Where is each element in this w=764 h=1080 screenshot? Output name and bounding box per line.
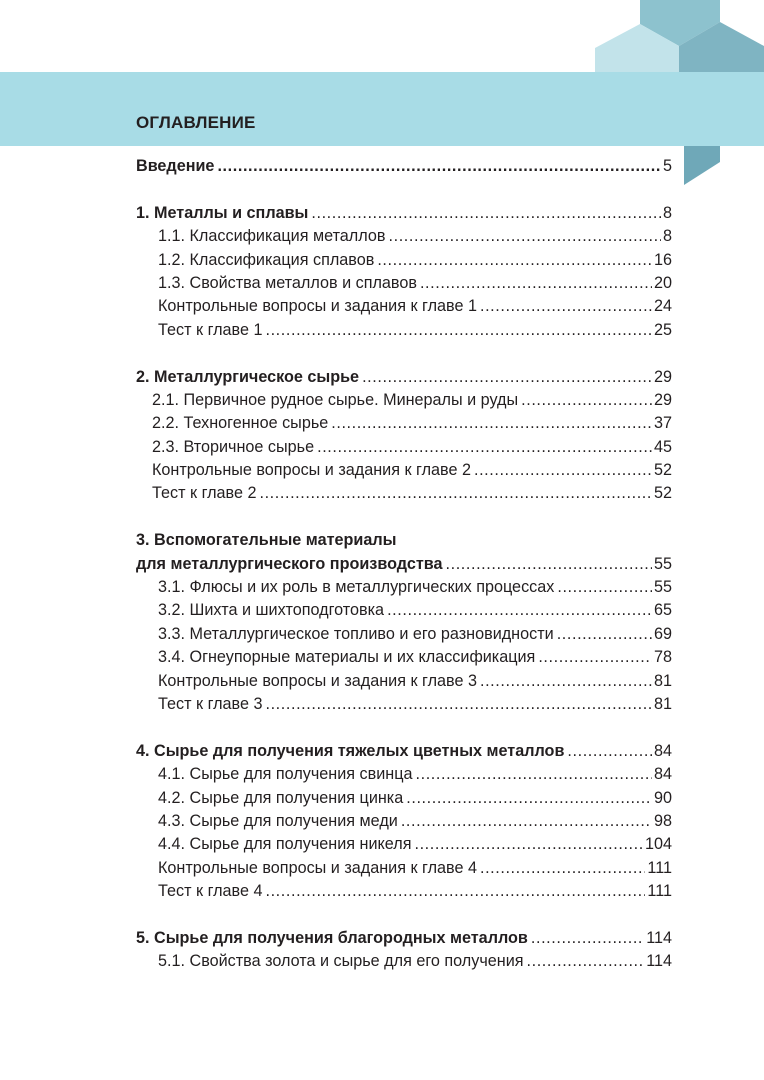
toc-title: 5. Сырье для получения благородных металлов [136,928,528,947]
toc-title: 2.1. Первичное рудное сырье. Минералы и руды [152,390,519,409]
toc-title: Контрольные вопросы и задания к главе 4 [158,858,477,877]
toc-title: 2.3. Вторичное сырье [152,437,315,456]
toc-item-1-3[interactable] [136,272,672,295]
dot-leader [265,880,645,903]
toc-chapter-3[interactable] [136,553,672,576]
toc-chapter-2[interactable] [136,366,672,389]
toc-title: 3.4. Огнеупорные материалы и их классификация [158,648,536,667]
toc-page: 81 [653,694,672,713]
toc-title: для металлургического производства [136,554,443,573]
toc-title: 5.1. Свойства золота и сырье для его получения [158,952,524,971]
toc-title: 3.3. Металлургическое топливо и его разновидности [158,624,554,643]
toc-title: 4.1. Сырье для получения свинца [158,765,413,784]
dot-leader [401,810,652,833]
dot-leader [387,599,652,622]
toc-item-3-questions[interactable] [136,670,672,693]
toc-page: 78 [653,648,672,667]
dot-leader [265,319,652,342]
toc-page: 55 [653,578,672,597]
toc-title: Введение [136,157,215,175]
toc-page: 111 [647,858,672,877]
toc-page: 90 [653,788,672,807]
toc-title: Контрольные вопросы и задания к главе 2 [152,461,471,480]
dot-leader [217,155,661,178]
toc-page: 25 [653,320,672,339]
toc-item-4-test[interactable] [136,880,672,903]
toc-page: 29 [653,390,672,409]
dot-leader [377,249,652,272]
table-of-contents [136,155,672,974]
toc-chapter-4[interactable] [136,740,672,763]
toc-item-3-test[interactable] [136,693,672,716]
toc-title: Тест к главе 2 [152,484,257,503]
toc-item-3-4[interactable] [136,646,672,669]
toc-title: 3.1. Флюсы и их роль в металлургических процессах [158,578,555,597]
dot-leader [265,693,652,716]
toc-page: 5 [662,157,672,175]
dot-leader [480,295,652,318]
toc-chapter-3-line1[interactable] [136,529,672,552]
toc-page: 111 [647,882,672,901]
dot-leader [414,833,643,856]
toc-title: 4.3. Сырье для получения меди [158,811,398,830]
toc-page: 114 [646,928,672,947]
dot-leader [538,646,652,669]
toc-title: 3. Вспомогательные материалы [136,531,397,550]
toc-title: 4.4. Сырье для получения никеля [158,835,412,854]
dot-leader [416,763,652,786]
toc-item-2-2[interactable] [136,412,672,435]
toc-item-2-3[interactable] [136,436,672,459]
toc-item-4-questions[interactable] [136,857,672,880]
toc-title: 1.1. Классификация металлов [158,227,386,246]
toc-item-4-2[interactable] [136,787,672,810]
dot-leader [521,389,652,412]
toc-page: 37 [653,414,672,433]
toc-page: 104 [644,835,672,854]
toc-title: 4.2. Сырье для получения цинка [158,788,404,807]
dot-leader [557,623,652,646]
toc-page: 20 [653,273,672,292]
toc-page: 8 [662,227,672,246]
toc-item-1-questions[interactable] [136,295,672,318]
toc-page: 84 [653,765,672,784]
toc-title: Контрольные вопросы и задания к главе 1 [158,297,477,316]
dot-leader [557,576,652,599]
dot-leader [531,927,644,950]
toc-page: 65 [653,601,672,620]
toc-intro[interactable] [136,155,672,178]
dot-leader [474,459,652,482]
dot-leader [317,436,652,459]
toc-page: 52 [653,461,672,480]
toc-item-3-3[interactable] [136,623,672,646]
toc-title: Тест к главе 3 [158,694,263,713]
toc-title: 2. Металлургическое сырье [136,367,360,386]
toc-page: 55 [653,554,672,573]
toc-page: 114 [646,952,672,971]
toc-item-1-2[interactable] [136,249,672,272]
toc-chapter-5[interactable] [136,927,672,950]
toc-title: Тест к главе 4 [158,882,263,901]
toc-page: 84 [653,741,672,760]
toc-item-4-4[interactable] [136,833,672,856]
toc-page: 24 [653,297,672,316]
dot-leader [362,366,652,389]
header-band [0,72,764,146]
toc-title: 1.3. Свойства металлов и сплавов [158,273,417,292]
toc-item-2-questions[interactable] [136,459,672,482]
dot-leader [446,553,652,576]
toc-title: 1.2. Классификация сплавов [158,250,375,269]
toc-page: 98 [653,811,672,830]
toc-item-2-test[interactable] [136,482,672,505]
toc-title: 4. Сырье для получения тяжелых цветных металлов [136,741,565,760]
dot-leader [567,740,652,763]
toc-title: Контрольные вопросы и задания к главе 3 [158,671,477,690]
page-title: ОГЛАВЛЕНИЕ [136,113,256,132]
dot-leader [527,950,645,973]
dot-leader [406,787,652,810]
toc-page: 29 [653,367,672,386]
toc-item-4-1[interactable] [136,763,672,786]
toc-page: 16 [653,250,672,269]
dot-leader [311,202,661,225]
dot-leader [480,670,652,693]
dot-leader [331,412,652,435]
toc-chapter-1[interactable] [136,202,672,225]
toc-item-1-test[interactable] [136,319,672,342]
toc-page: 81 [653,671,672,690]
toc-item-4-3[interactable] [136,810,672,833]
dot-leader [259,482,652,505]
toc-title: 1. Металлы и сплавы [136,203,309,222]
toc-title: 3.2. Шихта и шихтоподготовка [158,601,385,620]
toc-page: 52 [653,484,672,503]
toc-item-2-1[interactable] [136,389,672,412]
toc-item-5-1[interactable] [136,950,672,973]
toc-title: 2.2. Техногенное сырье [152,414,329,433]
toc-page: 8 [662,203,672,222]
toc-page: 45 [653,437,672,456]
toc-item-3-1[interactable] [136,576,672,599]
toc-item-1-1[interactable] [136,225,672,248]
toc-item-3-2[interactable] [136,599,672,622]
dot-leader [480,857,645,880]
dot-leader [420,272,652,295]
toc-title: Тест к главе 1 [158,320,263,339]
dot-leader [389,225,661,248]
toc-page: 69 [653,624,672,643]
hex-tab [684,146,720,185]
